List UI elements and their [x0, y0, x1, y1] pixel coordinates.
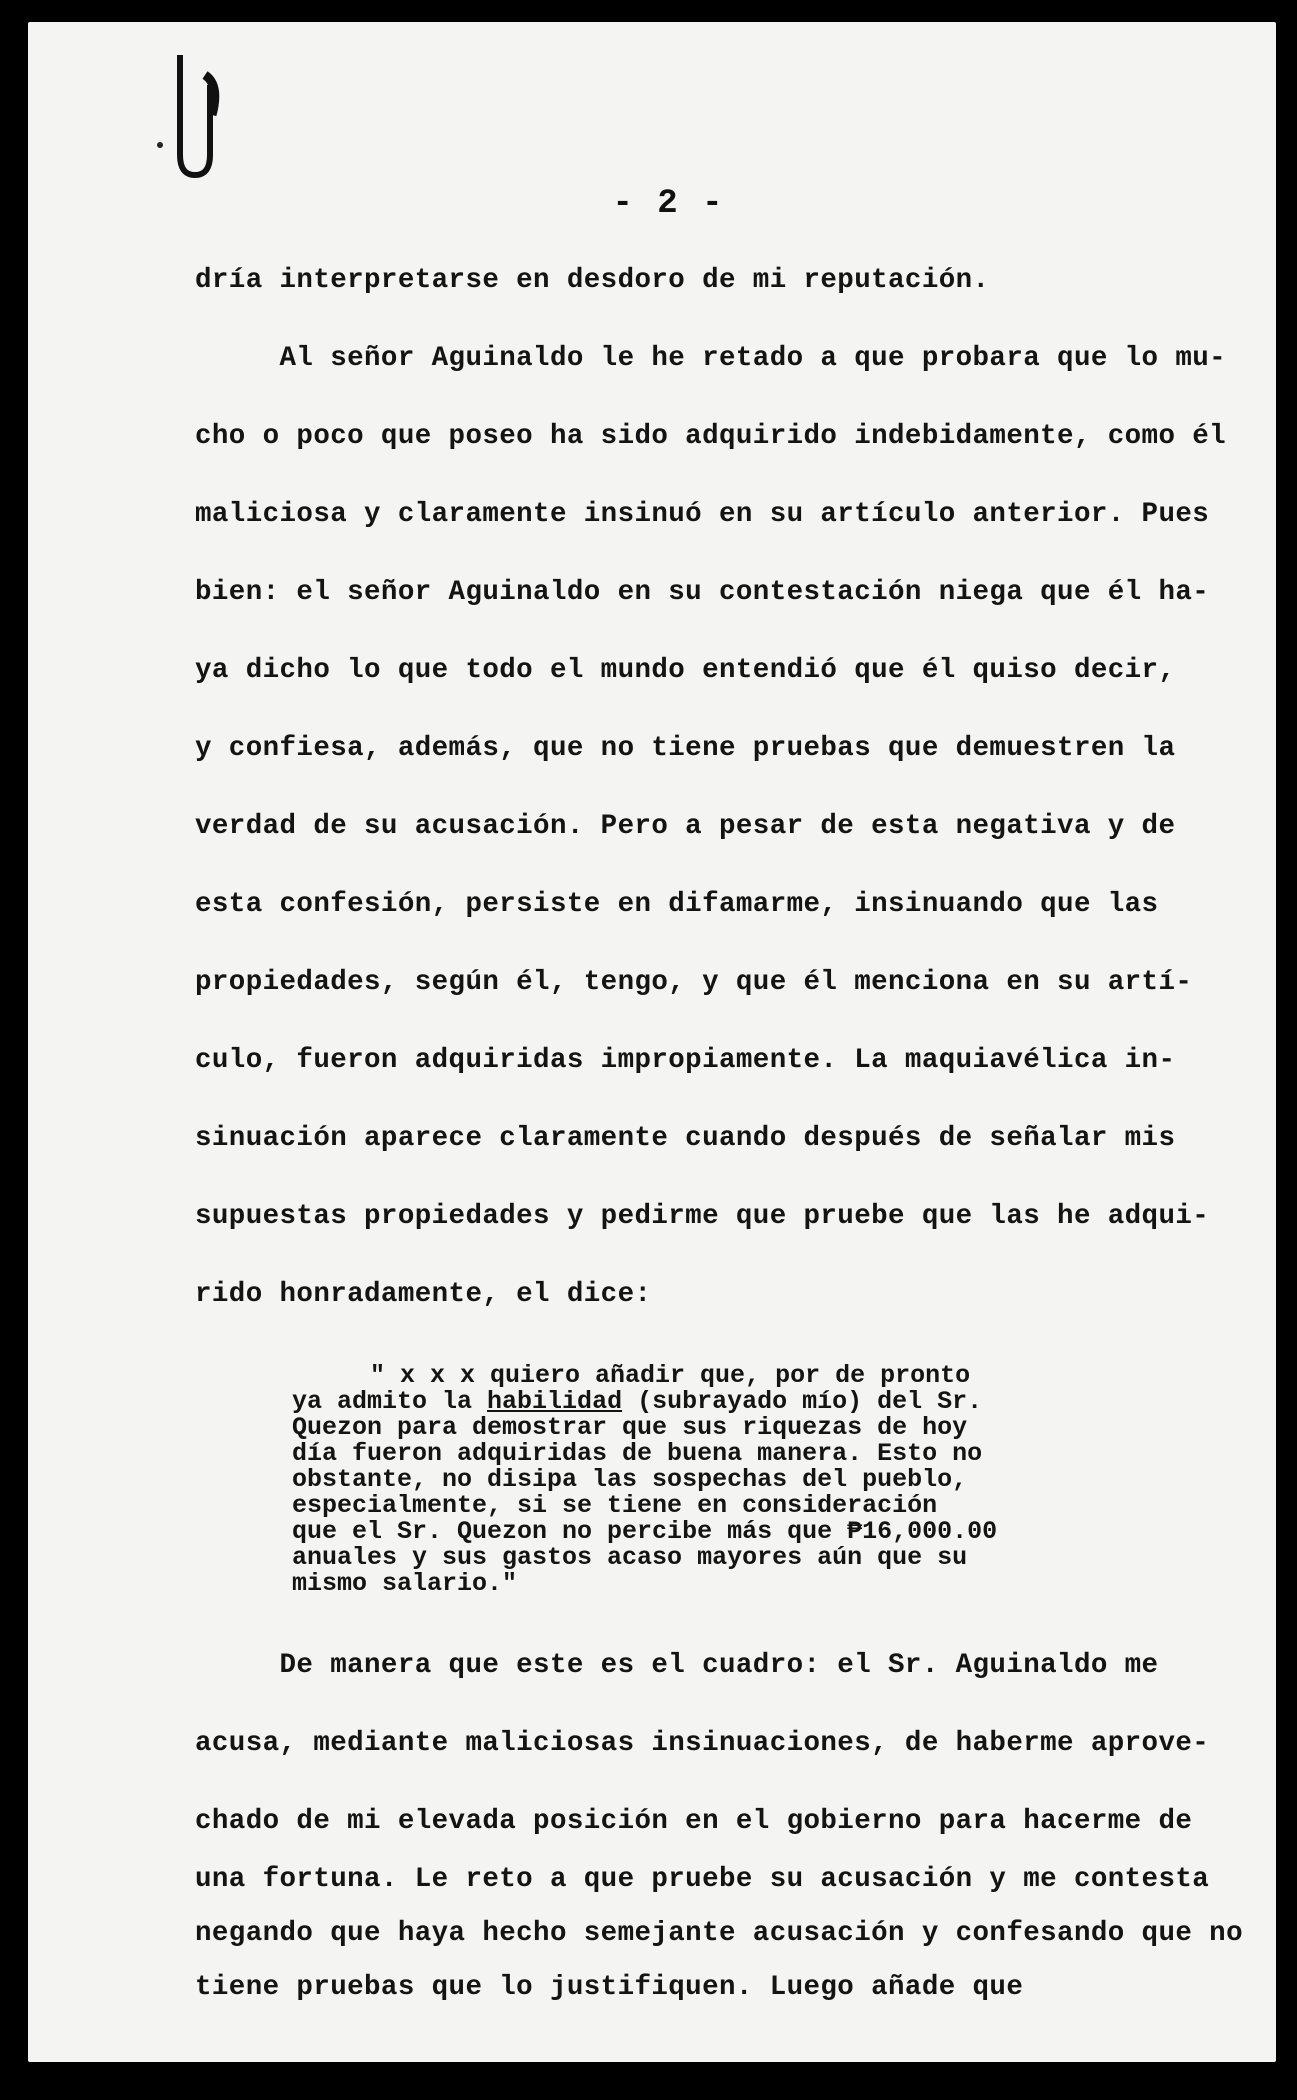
- quote-line: especialmente, si se tiene en consideración: [292, 1491, 938, 1520]
- text-line: y confiesa, además, que no tiene pruebas que demuestren la: [195, 733, 1176, 764]
- text-line: bien: el señor Aguinaldo en su contestación niega que él ha-: [195, 577, 1210, 608]
- text-line: sinuación aparece claramente cuando después de señalar mis: [195, 1123, 1176, 1154]
- text-line: dría interpretarse en desdoro de mi reputación.: [195, 265, 990, 296]
- text-line: maliciosa y claramente insinuó en su artículo anterior. Pues: [195, 499, 1210, 530]
- paper-clip-mark: [150, 45, 220, 185]
- quote-line: " x x x quiero añadir que, por de pronto: [370, 1361, 971, 1390]
- text-line: supuestas propiedades y pedirme que pruebe que las he adqui-: [195, 1201, 1210, 1232]
- text-line: Al señor Aguinaldo le he retado a que probara que lo mu-: [195, 343, 1227, 374]
- underlined-word: habilidad: [487, 1387, 623, 1416]
- quote-line: que el Sr. Quezon no percibe más que ₱16,000.00: [292, 1517, 998, 1546]
- quote-line: mismo salario.": [292, 1569, 518, 1598]
- quote-line: anuales y sus gastos acaso mayores aún que su: [292, 1543, 968, 1572]
- quote-line: Quezon para demostrar que sus riquezas de hoy: [292, 1413, 968, 1442]
- text-line: verdad de su acusación. Pero a pesar de esta negativa y de: [195, 811, 1176, 842]
- quote-line: [292, 1389, 982, 1415]
- text-line: propiedades, según él, tengo, y que él menciona en su artí-: [195, 967, 1193, 998]
- quote-text: ya admito la: [292, 1387, 488, 1416]
- quote-text: (subrayado mío) del Sr.: [622, 1387, 983, 1416]
- text-line: ya dicho lo que todo el mundo entendió que él quiso decir,: [195, 655, 1176, 686]
- text-line: tiene pruebas que lo justifiquen. Luego añade que: [195, 1972, 1024, 2003]
- text-line: cho o poco que poseo ha sido adquirido indebidamente, como él: [195, 421, 1227, 452]
- text-line: rido honradamente, el dice:: [195, 1279, 652, 1310]
- text-line: De manera que este es el cuadro: el Sr. Aguinaldo me: [195, 1650, 1159, 1681]
- page-number: - 2 -: [612, 185, 725, 223]
- text-line: culo, fueron adquiridas impropiamente. La maquiavélica in-: [195, 1045, 1176, 1076]
- quote-line: obstante, no disipa las sospechas del pueblo,: [292, 1465, 968, 1494]
- text-line: acusa, mediante maliciosas insinuaciones, de haberme aprove-: [195, 1728, 1210, 1759]
- quote-line: día fueron adquiridas de buena manera. Esto no: [292, 1439, 983, 1468]
- text-line: esta confesión, persiste en difamarme, insinuando que las: [195, 889, 1159, 920]
- text-line: chado de mi elevada posición en el gobierno para hacerme de: [195, 1806, 1193, 1837]
- text-line: negando que haya hecho semejante acusación y confesando que no: [195, 1918, 1243, 1949]
- text-line: una fortuna. Le reto a que pruebe su acusación y me contesta: [195, 1864, 1210, 1895]
